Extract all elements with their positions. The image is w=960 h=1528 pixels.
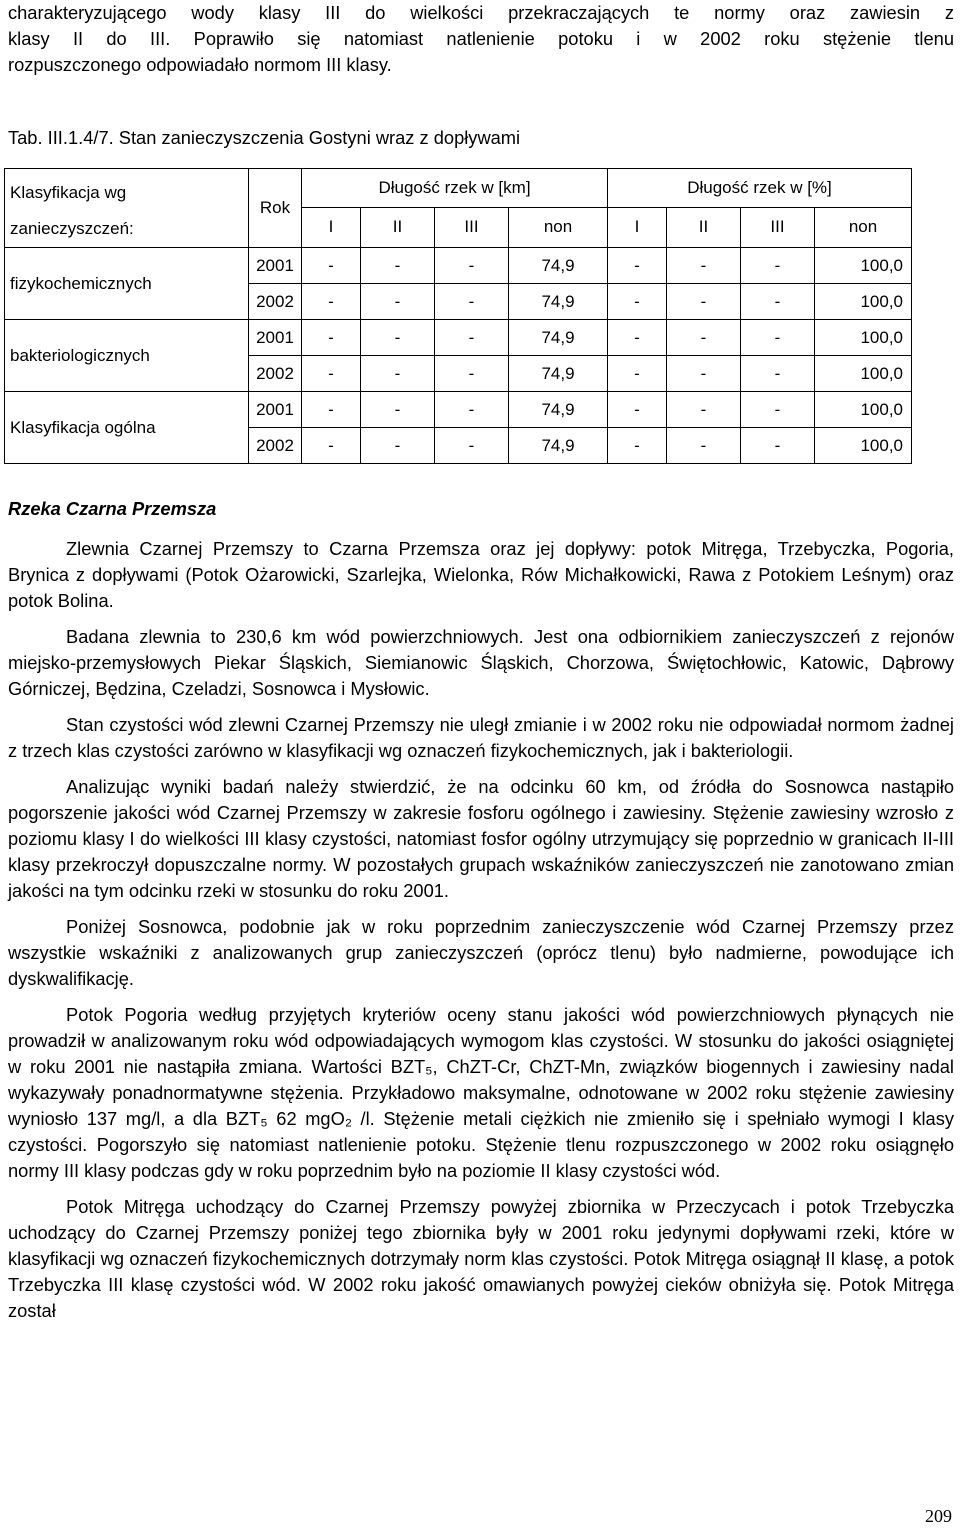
classification-label: fizykochemicznych [5,248,249,320]
body-paragraph: Potok Pogoria według przyjętych kryteriów oceny stanu jakości wód powierzchniowych płynących nie prowadził w analizowanym roku wód odpowiadających wymogom klas czystości. W stosunku do jakości osiągniętej w roku 2001 nie nastąpiła zmiana. Wartości BZT₅, ChZT-Cr, ChZT-Mn, związków biogennych i zawiesiny nadal wykazywały ponadnormatywne stężenia. Przykładowo maksymalne, odnotowane w 2002 roku stężenie zawiesiny wyniosło 137 mg/l, a dla BZT₅ 62 mgO₂ /l. Stężenie metali ciężkich nie zmieniło się i spełniało wymogi I klasy czystości. Pogorszyło się natomiast natlenienie potoku. Stężenie tlenu rozpuszczonego w 2002 roku osiągnęło normy III klasy podczas gdy w roku poprzednim było na poziomie II klasy czystości wód. [8,1004,954,1181]
body-paragraph: Analizując wyniki badań należy stwierdzić, że na odcinku 60 km, od źródła do Sosnowca nastąpiło pogorszenie jakości wód Czarnej Przemszy w zakresie fosforu ogólnego i zawiesiny. Stężenie zawiesiny wzrosło z poziomu klasy I do wielkości III klasy czystości, natomiast fosfor ogólny utrzymujący się poprzednio w granicach II-III klasy przekroczył dopuszczalne normy. W pozostałych grupach wskaźników zanieczyszczeń nie zanotowano zmian jakości na tym odcinku rzeki w stosunku do roku 2001. [8,776,954,901]
value-cell: - [667,428,741,464]
year-cell: 2002 [249,284,302,320]
value-cell: - [435,320,509,356]
value-cell: - [608,248,667,284]
table-row [5,392,912,428]
pollution-table [4,168,912,464]
value-cell: - [741,284,815,320]
value-cell: 74,9 [509,284,608,320]
value-cell: - [608,356,667,392]
value-cell: - [667,320,741,356]
body-paragraph: Potok Mitręga uchodzący do Czarnej Przemszy powyżej zbiornika w Przeczycach i potok Trzebyczka uchodzący do Czarnej Przemszy poniżej tego zbiornika były w 2001 roku jedynymi dopływami rzeki, które w klasyfikacji wg oznaczeń fizykochemicznych dotrzymały norm klas czystości. Potok Mitręga osiągnął II klasę, a potok Trzebyczka III klasę czystości wód. W 2002 roku jakość omawianych powyżej cieków obniżyła się. Potok Mitręga został [8,1196,954,1321]
value-cell: - [667,356,741,392]
year-cell: 2001 [249,392,302,428]
page-number: 209 [925,1506,952,1526]
header-classification-line1: Klasyfikacja wg [10,183,127,202]
value-cell: - [435,248,509,284]
value-cell: - [741,428,815,464]
intro-line: klasy II do III. Poprawiło się natomiast natlenienie potoku i w 2002 roku stężenie tlenu [8,28,954,49]
year-cell: 2002 [249,356,302,392]
intro-line: rozpuszczonego odpowiadało normom III klasy. [8,54,392,75]
classification-label: bakteriologicznych [5,320,249,392]
header-year: Rok [249,169,302,248]
intro-text [8,0,954,78]
header-length-pct: Długość rzek w [%] [608,169,912,208]
body-paragraph: Badana zlewnia to 230,6 km wód powierzchniowych. Jest ona odbiornikiem zanieczyszczeń z rejonów miejsko-przemysłowych Piekar Śląskich, Siemianowic Śląskich, Chorzowa, Świętochłowic, Katowic, Dąbrowy Górniczej, Będzina, Czeladzi, Sosnowca i Mysłowic. [8,626,954,699]
section-heading: Rzeka Czarna Przemsza [8,498,217,519]
body-paragraph: Poniżej Sosnowca, podobnie jak w roku poprzednim zanieczyszczenie wód Czarnej Przemszy przez wszystkie wskaźniki z analizowanych grup zanieczyszczeń (oprócz tlenu) było nadmierne, powodujące ich dyskwalifikację. [8,916,954,989]
body-paragraph: Stan czystości wód zlewni Czarnej Przemszy nie uległ zmianie i w 2002 roku nie odpowiadał normom żadnej z trzech klas czystości zarówno w klasyfikacji wg oznaczeń fizykochemicznych, jak i bakteriologii. [8,714,954,761]
value-cell: - [302,284,361,320]
body-paragraph: Zlewnia Czarnej Przemszy to Czarna Przemsza oraz jej dopływy: potok Mitręga, Trzebyczka, Pogoria, Brynica z dopływami (Potok Ożarowicki, Szarlejka, Wielonka, Rów Michałkowicki, Rawa z Potokiem Leśnym) oraz potok Bolina. [8,538,954,611]
header-length-km: Długość rzek w [km] [302,169,608,208]
value-cell: - [667,248,741,284]
header-classification-line2: zanieczyszczeń: [10,219,134,238]
value-cell: - [608,428,667,464]
value-cell: - [741,320,815,356]
value-cell: - [302,248,361,284]
value-cell: 100,0 [815,284,912,320]
table-caption: Tab. III.1.4/7. Stan zanieczyszczenia Gostyni wraz z dopływami [8,127,521,148]
value-cell: - [361,428,435,464]
value-cell: 74,9 [509,392,608,428]
value-cell: 100,0 [815,392,912,428]
value-cell: - [361,356,435,392]
value-cell: - [302,320,361,356]
value-cell: - [361,392,435,428]
value-cell: - [361,284,435,320]
value-cell: - [741,392,815,428]
value-cell: - [667,392,741,428]
value-cell: - [361,320,435,356]
subheader-cell: non [815,207,912,247]
value-cell: - [741,356,815,392]
value-cell: 100,0 [815,320,912,356]
subheader-cell: I [608,207,667,247]
subheader-cell: III [741,207,815,247]
value-cell: - [608,392,667,428]
value-cell: 74,9 [509,428,608,464]
value-cell: - [435,356,509,392]
table-body [5,248,912,464]
value-cell: - [302,428,361,464]
subheader-cell: I [302,207,361,247]
value-cell: - [667,284,741,320]
value-cell: - [741,248,815,284]
year-cell: 2001 [249,248,302,284]
value-cell: - [435,284,509,320]
subheader-cell: III [435,207,509,247]
subheader-cell: II [667,207,741,247]
classification-label: Klasyfikacja ogólna [5,392,249,464]
table-row [5,320,912,356]
value-cell: - [435,392,509,428]
value-cell: 100,0 [815,428,912,464]
value-cell: 74,9 [509,320,608,356]
value-cell: 74,9 [509,248,608,284]
value-cell: - [608,320,667,356]
intro-line: charakteryzującego wody klasy III do wielkości przekraczających te normy oraz zawiesin z [8,2,954,23]
value-cell: 100,0 [815,356,912,392]
year-cell: 2002 [249,428,302,464]
subheader-cell: non [509,207,608,247]
value-cell: - [302,392,361,428]
value-cell: 100,0 [815,248,912,284]
body-text [8,536,954,1334]
value-cell: - [302,356,361,392]
table-row [5,248,912,284]
value-cell: - [608,284,667,320]
header-classification [5,169,249,248]
subheader-cell: II [361,207,435,247]
value-cell: 74,9 [509,356,608,392]
year-cell: 2001 [249,320,302,356]
value-cell: - [435,428,509,464]
value-cell: - [361,248,435,284]
